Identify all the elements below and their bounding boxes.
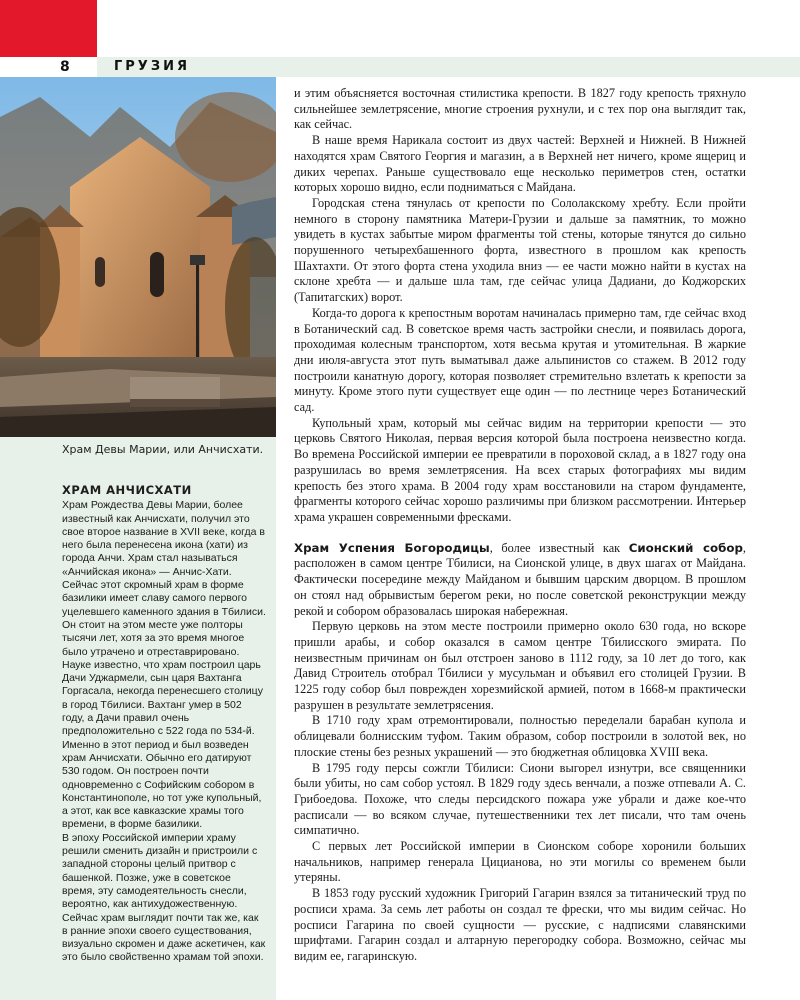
body-paragraph: Первую церковь на этом месте построили примерно около 630 года, но вскоре пришли арабы, и собор оказался в самом центре Тбилисского эмирата. По неизвестным причинам он был отстроен заново в 1112 году, за 10 лет до того, как Давид Строитель отобрал Тбилиси у мусульман и объявил его столицей Грузии. В 1225 году собор был поврежден хорезмийской армией, потом в 1668-м практически разрушен в результате землетрясения. [294,619,746,712]
page-number: 8 [60,59,70,75]
sidebar-paragraph: В эпоху Российской империи храму решили сменить дизайн и пристроили с западной стороны целый притвор с башенкой. Позже, уже в советское время, эту самодеятельность снесли, вероятно, как антихудожественную. Сейчас храм выглядит почти так же, как в ранние эпохи своего существования, визуально скромен и даже аскетичен, как это было свойственно храмам той эпохи. [62,831,266,964]
body-paragraph: Когда-то дорога к крепостным воротам начиналась примерно там, где сейчас вход в Ботанический сад. В советское время часть застройки снесли, и появилась дорога, проходимая колесным транспортом, хотя весьма крутая и утомительная. В жаркие дни июля-августа этот путь выматывал даже альпинистов со стажем. В 2012 году построили канатную дорогу, которая позволяет стремительно взлетать к крепости за минуту. Кроме этого пути существует еще один — по лестнице через Ботанический сад. [294,305,746,415]
sidebar-title: ХРАМ АНЧИСХАТИ [62,483,192,497]
body-paragraph: Городская стена тянулась от крепости по Сололакскому хребту. Если пройти немного в сторону памятника Матери-Грузии и дальше за памятник, то можно увидеть в кустах забытые миром фрагменты той стены, которые тянутся до сильно порушенного четырехбашенного форта, известного в прошлом как крепость Шахтахти. От этого форта стена уходила вниз — ее части можно найти в кустах на склоне хребта — и дальше шла там, где сейчас улица Дадиани, до Коджорских (Тапитагских) ворот. [294,195,746,305]
sidebar-paragraph: Храм Рождества Девы Марии, более известный как Анчисхати, получил это свое второе название в XVII веке, когда в него была перенесена икона (хати) из города Анчи. Храм стал называться «Анчийская икона» — Анчис-Хати. [62,499,265,578]
accent-block [0,0,97,57]
header-band [97,57,800,77]
body-paragraph: В наше время Нарикала состоит из двух частей: Верхней и Нижней. В Нижней находятся храм Святого Георгия и магазин, а в Верхней нет ничего, кроме ящериц и диких черепах. Раньше существовало еще несколько периметров стен, остатки которых хорошо видно, если подниматься с Майдана. [294,133,746,195]
body-paragraph: и этим объясняется восточная стилистика крепости. В 1827 году крепость тряхнуло сильнейшее землетрясение, многие строения рухнули, и с тех пор она выглядит так, как сейчас. [294,86,746,132]
body-paragraph: Купольный храм, который мы сейчас видим на территории крепости — это церковь Святого Николая, первая версия которой была построена неизвестно когда. Во времена Российской империи ее превратили в пороховой склад, а в 1827 году она разрушилась во время землетрясения. На всех старых фотографиях мы видим крепость без этого храма. В 2004 году храм восстановили на старом фундаменте, фрагменты которого сейчас хорошо различимы при близком рассмотрении. Интерьер храма украшен современными фресками. [294,415,746,524]
body-paragraph: В 1853 году русский художник Григорий Гагарин взялся за титанический труд по росписи храма. За семь лет работы он создал те фрески, что мы видим сейчас. Но росписи Гагарина по своей сущности — русские, с надписями славянскими шрифтами. Гагарин создал и алтарную перегородку собора. Возможно, сейчас мы видим ее, гагаринскую. [294,886,746,963]
church-photo [0,77,276,437]
bold-term: Храм Успения Богородицы [294,540,490,555]
text-run: , более известный как [489,540,629,555]
body-paragraph: С первых лет Российской империи в Сионском соборе хоронили больших начальников, например генерала Цицианова, но эти могилы со временем были утеряны. [294,839,746,885]
section-title: ГРУЗИЯ [114,59,190,74]
photo-caption: Храм Девы Марии, или Анчисхати. [62,443,264,456]
bold-term: Сионский собор [628,540,743,555]
sidebar-paragraph: Науке известно, что храм построил царь Дачи Уджармели, сын царя Вахтанга Горгасала, некогда перенесшего столицу в город Тбилиси. Вахтанг умер в 502 году, а Дачи правил очень предположительно с 522 года по 534-й. Именно в этот период и был возведен храм Анчисхати. Обычно его датируют 530 годом. Он построен почти одновременно с Софийским собором в Константинополе, но тот уже купольный, а этот, как все кавказские храмы того времени, в форме базилики. [62,658,263,831]
body-paragraph: В 1710 году храм отремонтировали, полностью переделали барабан купола и облицевали болнисским туфом. Таким образом, собор построили в золотой век, но плоские стены без резных украшений — это бюджетная облицовка XVIII века. [294,713,746,759]
paragraph-gap [294,526,746,541]
text-run: , расположен в самом центре Тбилиси, на Сионской улице, в двух шагах от Майдана. Фактически посередине между Майданом и бывшим царским дворцом. В прошлом он стоял над обрывистым берегом реки, но после советской реконструкции между рекой и собором образовалась широкая набережная. [294,540,746,618]
sidebar-article [62,484,266,965]
body-paragraph-sioni [294,541,746,620]
sidebar-paragraph: Сейчас этот скромный храм в форме базилики имеет славу самого первого уцелевшего каменного здания в Тбилиси. Он стоит на этом месте уже полторы тысячи лет, хотя за это время многое было утрачено и отреставрировано. [62,579,266,658]
body-paragraph: В 1795 году персы сожгли Тбилиси: Сиони выгорел изнутри, все священники были убиты, но сам собор устоял. В 1829 году здесь венчали, а позже отпевали А. С. Грибоедова. Похоже, что следы персидского пожара уже убрали и даже кое-что расписали — во всяком случае, путешественники тех лет писали, что там очень симпатично. [294,760,746,838]
main-article [294,86,746,965]
